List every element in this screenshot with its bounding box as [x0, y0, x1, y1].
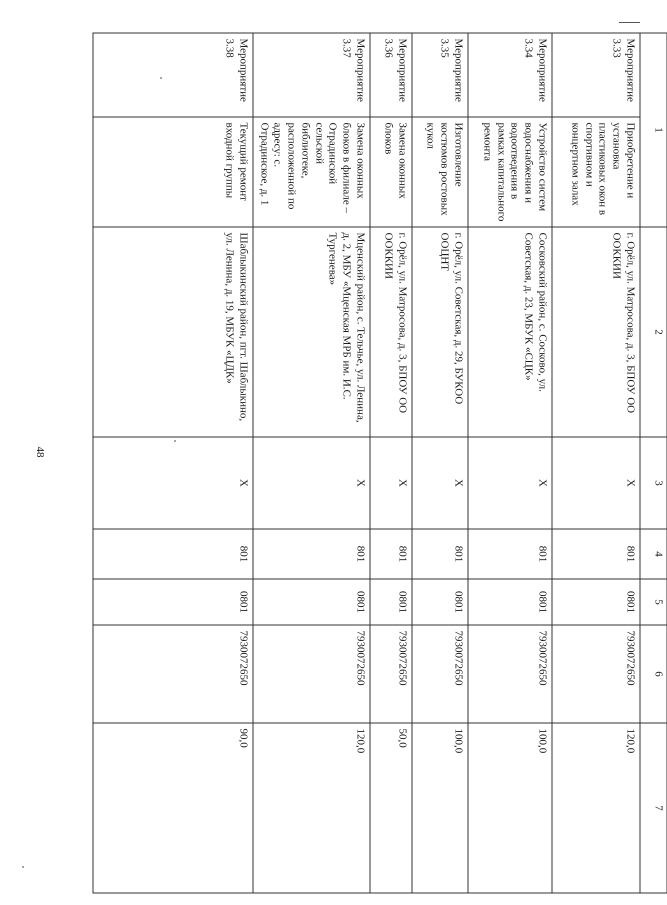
event-cell: Мероприятие 3.33	[552, 33, 640, 117]
col5-cell: 0801	[93, 579, 253, 625]
corner-mark	[619, 22, 640, 23]
table-row	[468, 33, 552, 893]
col4-cell: 801	[412, 529, 468, 579]
col5-cell: 0801	[468, 579, 552, 625]
col5-cell: 0801	[412, 579, 468, 625]
header-cell: 2	[640, 227, 667, 437]
col6-cell: 7930072650	[412, 625, 468, 723]
header-cell: 7	[640, 723, 667, 893]
event-cell: Мероприятие 3.37	[253, 33, 370, 117]
col3-cell: Х	[552, 437, 640, 529]
col4-cell: 801	[370, 529, 412, 579]
event-cell: Мероприятие 3.35	[412, 33, 468, 117]
col7-cell: 120,0	[552, 723, 640, 893]
address-cell: Шаблыкинский район, пгт. Шаблыкино, ул. Ленина, д. 19, МБУК «ЦДК»	[93, 227, 253, 437]
address-cell: Мценский район, с. Тельчье, ул. Ленина, д. 2, МБУ «Мценская МРБ им. И.С. Тургенева»	[253, 227, 370, 437]
address-cell: г. Орёл, ул. Матросова, д. 3, БПОУ ОО ООККИИ	[552, 227, 640, 437]
col3-cell: Х	[370, 437, 412, 529]
col7-cell: 100,0	[412, 723, 468, 893]
budget-activities-table	[92, 32, 667, 893]
header-cell: 4	[640, 529, 667, 579]
col7-cell: 120,0	[253, 723, 370, 893]
col4-cell: 801	[468, 529, 552, 579]
col7-cell: 100,0	[468, 723, 552, 893]
event-cell: Мероприятие 3.34	[468, 33, 552, 117]
col4-cell: 801	[552, 529, 640, 579]
header-cell: 1	[640, 33, 667, 227]
col3-cell: Х	[253, 437, 370, 529]
address-cell: г. Орёл, ул. Матросова, д. 3, БПОУ ОО ООККИИ	[370, 227, 412, 437]
table-row	[253, 33, 370, 893]
col6-cell: 7930072650	[253, 625, 370, 723]
col3-cell: Х	[412, 437, 468, 529]
description-cell: Устройство систем водоснабжения и водоотведения в рамках капитального ремонта	[468, 117, 552, 227]
header-cell: 5	[640, 579, 667, 625]
description-cell: Приобретение и установка пластиковых окон в спортивном и концертном залах	[552, 117, 640, 227]
address-cell: г. Орёл, ул. Советская, д. 29, БУКОО ООЦНТ	[412, 227, 468, 437]
description-cell: Текущий ремонт входной группы	[93, 117, 253, 227]
col4-cell: 801	[253, 529, 370, 579]
page-number: 48	[34, 446, 46, 458]
description-cell: Замена оконных блоков в филиале – Отрадинской сельской библиотеке, расположенной по адресу: с. Отрадинское, д. 1	[253, 117, 370, 227]
rotated-table-sheet	[92, 32, 667, 892]
col7-cell: 90,0	[93, 723, 253, 893]
col6-cell: 7930072650	[370, 625, 412, 723]
address-cell: Сосковский район, с. Сосково, ул. Советская, д. 23, МБУК «СЦК»	[468, 227, 552, 437]
header-cell: 6	[640, 625, 667, 723]
scan-speck	[22, 866, 24, 868]
table-row	[370, 33, 412, 893]
col4-cell: 801	[93, 529, 253, 579]
col3-cell: Х	[468, 437, 552, 529]
description-cell: Замена оконных блоков	[370, 117, 412, 227]
table-row	[93, 33, 253, 893]
col5-cell: 0801	[370, 579, 412, 625]
table-row	[552, 33, 640, 893]
col6-cell: 7930072650	[468, 625, 552, 723]
table-row	[412, 33, 468, 893]
event-cell: Мероприятие 3.36	[370, 33, 412, 117]
header-cell: 3	[640, 437, 667, 529]
col7-cell: 50,0	[370, 723, 412, 893]
col5-cell: 0801	[552, 579, 640, 625]
event-cell: Мероприятие 3.38	[93, 33, 253, 117]
col6-cell: 7930072650	[552, 625, 640, 723]
col3-cell: Х	[93, 437, 253, 529]
col5-cell: 0801	[253, 579, 370, 625]
col6-cell: 7930072650	[93, 625, 253, 723]
description-cell: Изготовление костюмов ростовых кукол	[412, 117, 468, 227]
table-header-row	[640, 33, 667, 893]
